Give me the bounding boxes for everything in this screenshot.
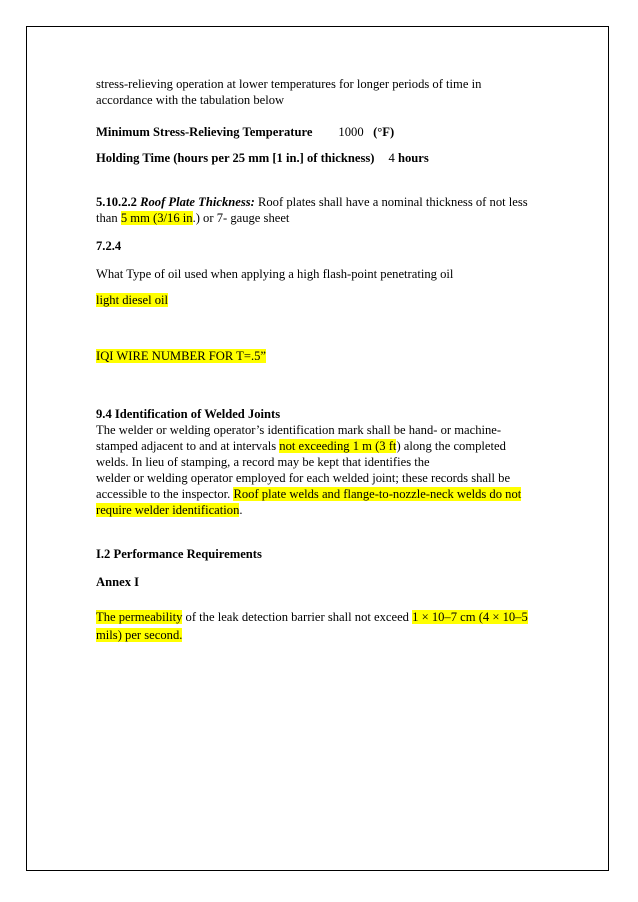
oil-answer-line bbox=[96, 292, 556, 308]
document-body bbox=[96, 76, 556, 644]
holding-time-row bbox=[96, 150, 556, 166]
holding-time-value: 4 bbox=[388, 151, 395, 165]
min-temp-label: Minimum Stress-Relieving Temperature bbox=[96, 125, 313, 139]
welded-joints-paragraph: The welder or welding operator’s identification mark shall be hand- or machine- stamped adjacent to and at intervals not exceeding 1 m (3 ft) along the completed welds. In lieu of stamping, a record may be kept that identifies the welder or welding operator employed for each welded joint; these records shall be accessible to the inspector. Roof plate welds and flange-to-nozzle-neck welds do not require welder identification. bbox=[96, 423, 522, 517]
min-temp-value: 1000 bbox=[338, 125, 364, 139]
oil-section-number: 7.2.4 bbox=[96, 239, 122, 253]
holding-time-unit: hours bbox=[397, 151, 429, 165]
intro-paragraph: stress-relieving operation at lower temperatures for longer periods of time in accordance with the tabulation below bbox=[96, 77, 482, 107]
permeability-highlight: The permeability bbox=[96, 610, 183, 624]
performance-heading: I.2 Performance Requirements bbox=[96, 547, 262, 561]
oil-answer: light diesel oil bbox=[96, 293, 169, 307]
iqi-line bbox=[96, 348, 556, 364]
iqi-text: IQI WIRE NUMBER FOR T=.5” bbox=[96, 349, 267, 363]
roof-plate-paragraph: 5.10.2.2 Roof Plate Thickness: Roof plates shall have a nominal thickness of not less than 5 mm (3/16 in.) or 7- gauge sheet bbox=[96, 195, 528, 225]
holding-time-label: Holding Time (hours per 25 mm [1 in.] of thickness) bbox=[96, 151, 375, 165]
permeability-value: 1 × 10–7 cm (4 × 10–5 bbox=[412, 610, 528, 624]
min-temp-unit: (°F) bbox=[373, 125, 395, 139]
permeability-value-cont: mils) per second. bbox=[96, 628, 183, 642]
permeability-paragraph: The permeability of the leak detection barrier shall not exceed 1 × 10–7 cm (4 × 10–5 mils) per second. bbox=[96, 610, 528, 642]
interval-highlight: not exceeding 1 m (3 ft bbox=[279, 439, 397, 453]
roof-welds-highlight: Roof plate welds and flange-to-nozzle-neck welds do not bbox=[233, 487, 522, 501]
oil-question: What Type of oil used when applying a high flash-point penetrating oil bbox=[96, 267, 454, 281]
roof-plate-number: 5.10.2.2 bbox=[96, 195, 137, 209]
welder-id-highlight: require welder identification bbox=[96, 503, 240, 517]
roof-plate-title: Roof Plate Thickness: bbox=[140, 195, 255, 209]
roof-plate-highlight: 5 mm (3/16 in bbox=[120, 211, 193, 225]
min-temp-row bbox=[96, 124, 556, 140]
welded-joints-heading: 9.4 Identification of Welded Joints bbox=[96, 407, 281, 421]
annex-label: Annex I bbox=[96, 575, 140, 589]
